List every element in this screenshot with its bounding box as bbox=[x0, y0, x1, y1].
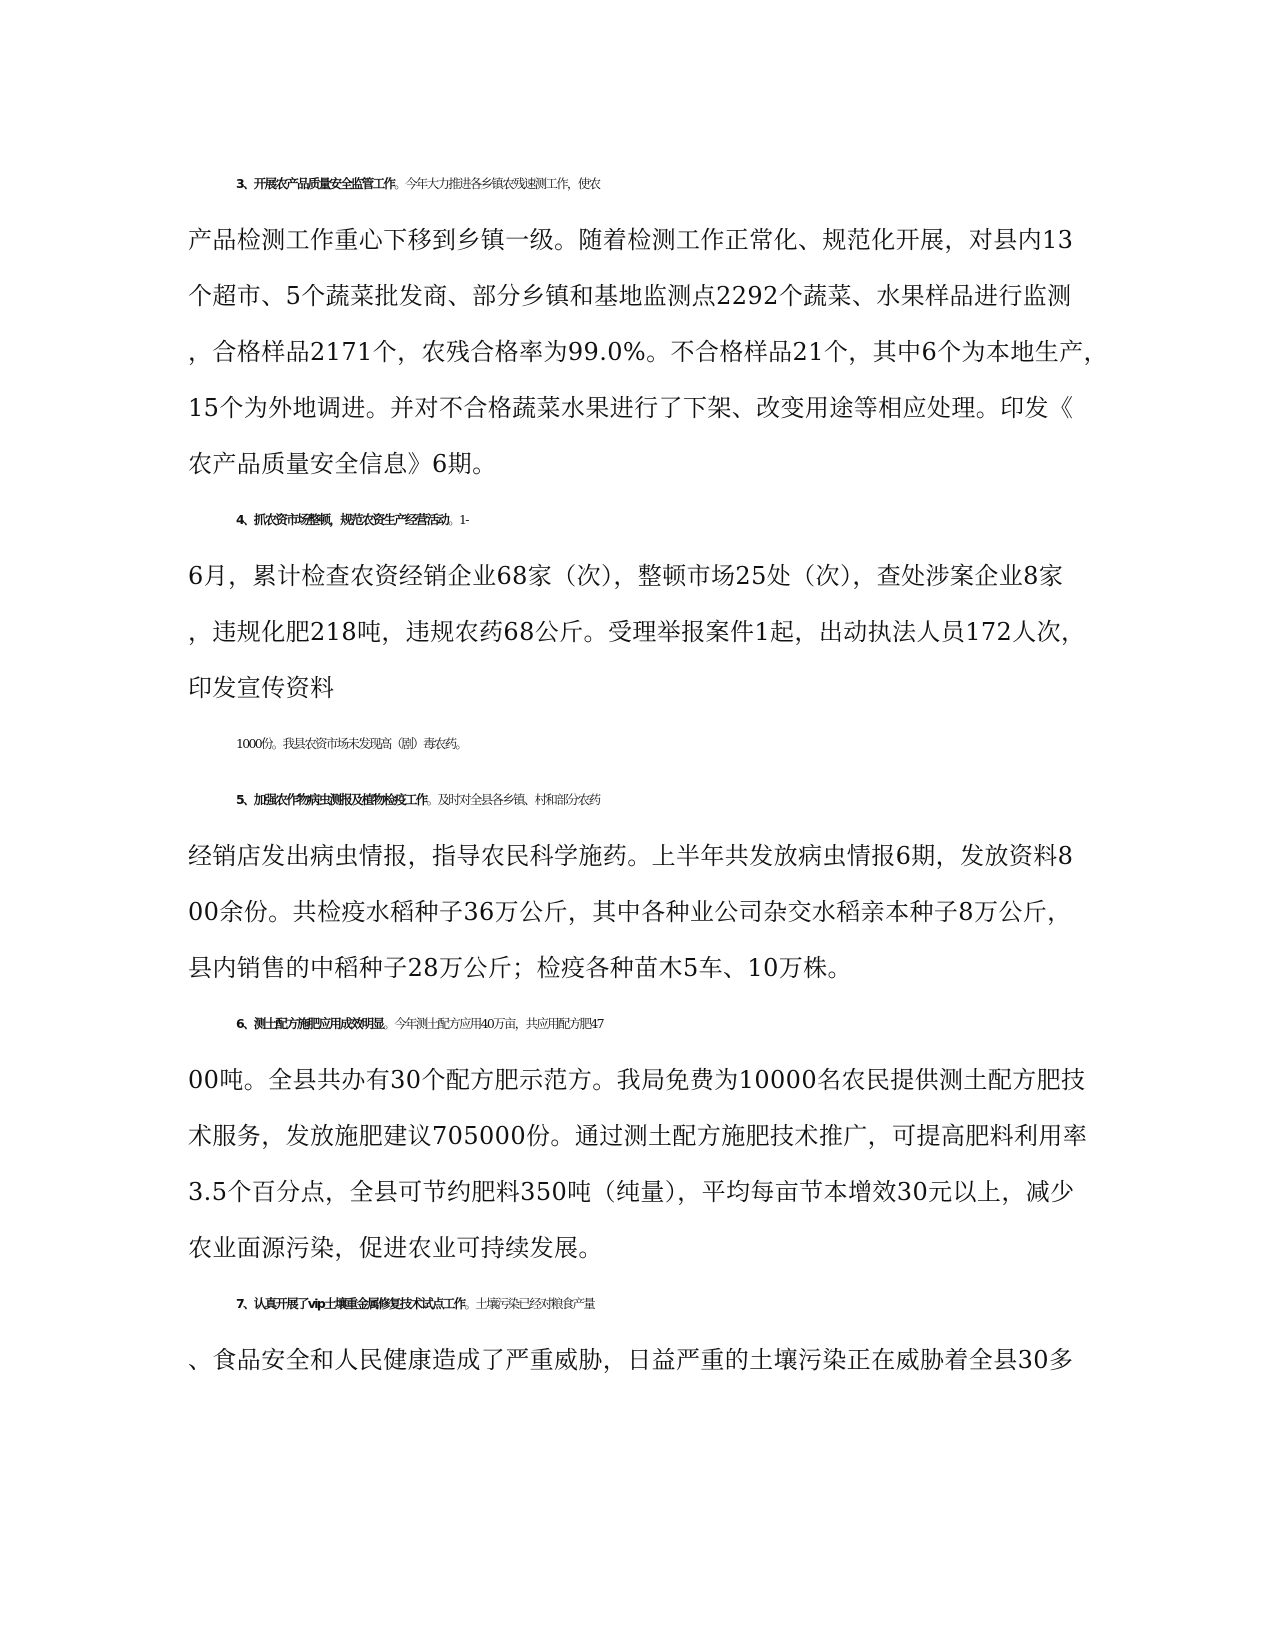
text-line: 00余份。共检疫水稻种子36万公斤，其中各种业公司杂交水稻亲本种子8万公斤， bbox=[188, 898, 1072, 926]
text-line: 农业面源污染，促进农业可持续发展。 bbox=[188, 1234, 603, 1262]
body-text: 。土壤污染已经对粮食产量 bbox=[464, 1296, 595, 1311]
text-line: 1000份。我县农资市场未发现高（剧）毒农药。 bbox=[236, 736, 467, 751]
text-line bbox=[236, 168, 1131, 200]
text-line: 3.5个百分点，全县可节约肥料350吨（纯量），平均每亩节本增效30元以上，减少 bbox=[188, 1178, 1075, 1206]
text-line: 农产品质量安全信息》6期。 bbox=[188, 450, 497, 478]
section-heading: 5、加强农作物病虫测报及植物检疫工作 bbox=[236, 792, 427, 807]
body-text: 。1- bbox=[448, 512, 468, 527]
text-line: 县内销售的中稻种子28万公斤；检疫各种苗木5车、10万株。 bbox=[188, 954, 852, 982]
text-line: 个超市、5个蔬菜批发商、部分乡镇和基地监测点2292个蔬菜、水果样品进行监测 bbox=[188, 282, 1072, 310]
section-heading: 3、开展农产品质量安全监管工作 bbox=[236, 176, 395, 191]
text-line: 15个为外地调进。并对不合格蔬菜水果进行了下架、改变用途等相应处理。印发《 bbox=[188, 394, 1074, 422]
text-line: 产品检测工作重心下移到乡镇一级。随着检测工作正常化、规范化开展，对县内13 bbox=[188, 226, 1074, 254]
text-line: 印发宣传资料 bbox=[188, 674, 335, 702]
text-line bbox=[236, 1008, 1131, 1040]
section-heading: 4、抓农资市场整顿，规范农资生产经营活动 bbox=[236, 512, 449, 527]
text-line bbox=[236, 784, 1131, 816]
body-text: 。今年大力推进各乡镇农残速测工作，使农 bbox=[394, 176, 600, 191]
text-line: ，违规化肥218吨，违规农药68公斤。受理举报案件1起，出动执法人员172人次， bbox=[188, 618, 1086, 646]
text-line: 6月，累计检查农资经销企业68家（次），整顿市场25处（次），查处涉案企业8家 bbox=[188, 562, 1064, 590]
text-line: ，合格样品2171个，农残合格率为99.0%。不合格样品21个，其中6个为本地生产， bbox=[188, 338, 1108, 366]
text-line bbox=[236, 1288, 1131, 1320]
text-line: 经销店发出病虫情报，指导农民科学施药。上半年共发放病虫情报6期，发放资料8 bbox=[188, 842, 1074, 870]
text-line: 术服务，发放施肥建议705000份。通过测土配方施肥技术推广，可提高肥料利用率 bbox=[188, 1122, 1088, 1150]
text-line: 、食品安全和人民健康造成了严重威胁，日益严重的土壤污染正在威胁着全县30多 bbox=[188, 1346, 1074, 1374]
section-heading: 6、测土配方施肥应用成效明显 bbox=[236, 1016, 384, 1031]
section-heading: 7、认真开展了vip土壤重金属修复技术试点工作 bbox=[236, 1296, 465, 1311]
body-text: 。及时对全县各乡镇、村和部分农药 bbox=[426, 792, 600, 807]
text-line bbox=[236, 504, 1131, 536]
body-text: 。今年测土配方应用40万亩，共应用配方肥47 bbox=[383, 1016, 603, 1031]
text-line: 00吨。全县共办有30个配方肥示范方。我局免费为10000名农民提供测土配方肥技 bbox=[188, 1066, 1086, 1094]
